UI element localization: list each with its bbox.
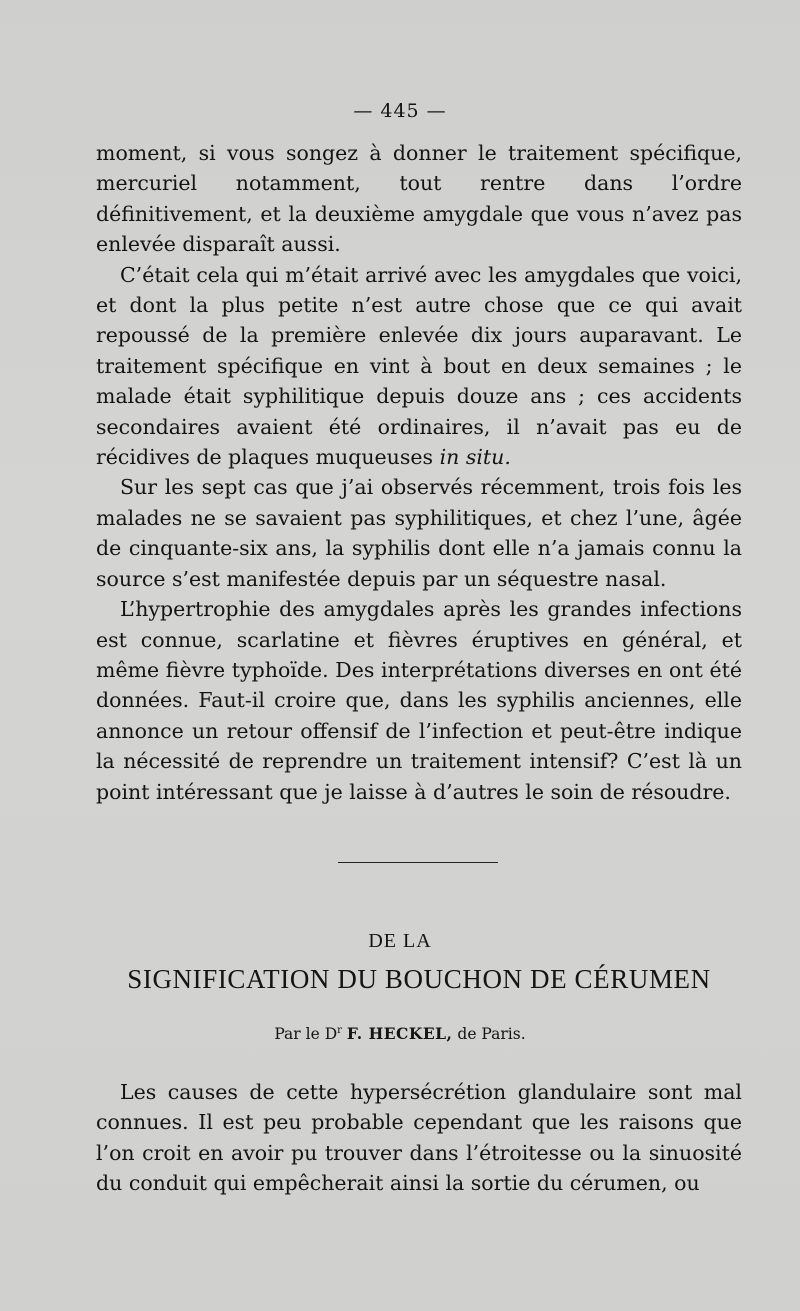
section-kicker: DE LA [368,930,432,952]
paragraph-1: moment, si vous songez à donner le traitement spécifique, mercuriel notamment, tout rentre dans l’ordre définitivement, et la deuxième amygdale que vous n’avez pas enlevée disparaît aussi. [96,141,742,257]
paragraph-3: Sur les sept cas que j’ai observés récemment, trois fois les malades ne se savaient pas syphilitiques, et chez l’une, âgée de cinquante-six ans, la syphilis dont elle n’a jamais connu la source s’est manifestée depuis par un séquestre nasal. [96,475,742,591]
section-title: SIGNIFICATION DU BOUCHON DE CÉRUMEN [127,964,711,994]
paragraph-2-text: C’était cela qui m’était arrivé avec les amygdales que voici, et dont la plus petite n’est autre chose que ce qui avait repoussé de la première enlevée dix jours auparavant. Le traitement spécifique en vint à bout en deux semaines ; le malade était syphilitique depuis douze ans ; ces accidents secondaires avaient été ordinaires, il n’avait pas eu de récidives de plaques muqueuses [96,262,742,470]
page-number: — 445 — [353,100,447,122]
byline-prefix: Par le D [274,1025,338,1043]
paragraph-4: L’hypertrophie des amygdales après les grandes infections est connue, scarlatine et fièvres éruptives en général, et même fièvre typhoïde. Des interprétations diverses en ont été données. Faut-il croire que, dans les syphilis anciennes, elle annonce un retour offensif de l’infection et peut-être indique la nécessité de reprendre un traitement intensif? C’est là un point intéressant que je laisse à d’autres le soin de résoudre. [96,597,742,804]
byline-superscript: r [337,1025,342,1036]
byline [0,1024,800,1043]
section-paragraph-1: Les causes de cette hypersécrétion glandulaire sont mal connues. Il est peu probable cependant que les raisons que l’on croit en avoir pu trouver dans l’étroitesse ou la sinuosité du conduit qui empêcherait ainsi la sortie du cérumen, ou [96,1080,742,1196]
section-body [96,1077,742,1199]
paragraph-2-italic: in situ. [439,445,511,470]
article-continuation [96,138,742,807]
byline-location: de Paris. [457,1025,526,1043]
paragraph-2 [96,260,742,473]
author-name: F. HECKEL, [346,1024,453,1043]
section-divider [338,862,498,863]
